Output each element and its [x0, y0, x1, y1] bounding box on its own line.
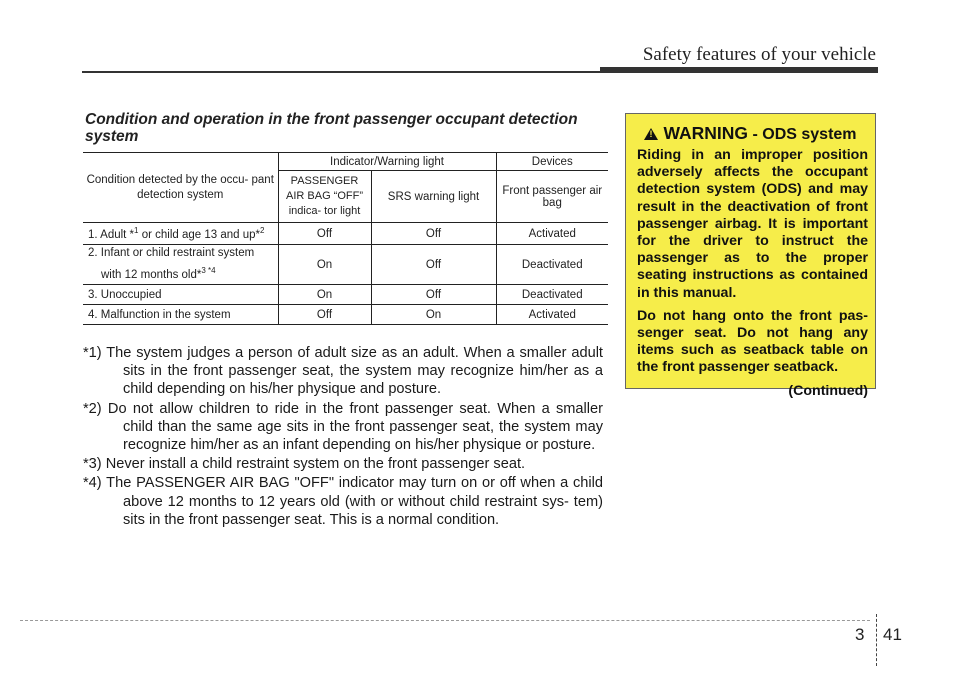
header-srs-light: SRS warning light	[371, 171, 496, 223]
row-condition: 1. Adult *$^1$ or child age 13 and up*$^2$	[83, 223, 278, 245]
occupant-detection-table	[83, 152, 608, 325]
warning-title: !WARNING - ODS system	[626, 123, 875, 144]
row-airbag: Deactivated	[496, 285, 608, 305]
table-row	[83, 285, 608, 305]
page-number-divider	[876, 614, 878, 666]
header-condition: Condition detected by the occu- pant detection system	[83, 153, 278, 223]
page-number: 41	[883, 625, 902, 644]
row-condition: 3. Unoccupied	[83, 285, 278, 305]
row-pab: On	[278, 245, 371, 285]
row-srs: Off	[371, 285, 496, 305]
warning-box	[625, 113, 876, 399]
header-devices: Devices	[496, 153, 608, 171]
footnote-1: *1) The system judges a person of adult size as an adult. When a smaller adult sits in the front passenger seat, the system may recognize him/her as a child depending on his/her physique and posture.	[83, 345, 603, 398]
row-pab: On	[278, 285, 371, 305]
row-srs: On	[371, 305, 496, 325]
row-srs: Off	[371, 223, 496, 245]
row-airbag: Activated	[496, 305, 608, 325]
header-front-airbag: Front passenger air bag	[496, 171, 608, 223]
warning-body	[637, 147, 868, 406]
footnote-3: *3) Never install a child restraint system on the front passenger seat.	[83, 456, 526, 473]
warning-triangle-icon	[644, 128, 658, 140]
footnote-2: *2) Do not allow children to ride in the front passenger seat. When a smaller child than the same age sits in the front passenger seat, the system may recognize him/her as an infant depending on his/her physique or posture.	[83, 400, 603, 454]
row-condition: 4. Malfunction in the system	[83, 305, 278, 325]
warning-continued: (Continued)	[788, 382, 868, 399]
header-rule-accent	[600, 67, 878, 73]
row-pab: Off	[278, 223, 371, 245]
row-srs: Off	[371, 245, 496, 285]
table-row	[83, 223, 608, 245]
footnotes	[83, 344, 603, 530]
warning-paragraph-1: Riding in an improper position adversely affects the occupant detection system (ODS) and may result in the deactivation of front passenger airbag. It is important for the driver to instruct the passenger as to the proper seating instructions as contained in this manual.	[637, 147, 868, 301]
chapter-number: 3	[855, 625, 865, 644]
footnote-4: *4) The PASSENGER AIR BAG "OFF" indicator may turn on or off when a child above 12 months to 12 years old (with or without child restraint sys- tem) sits in the front passenger seat. This is a normal condition.	[83, 475, 603, 528]
running-header: Safety features of your vehicle	[642, 44, 876, 65]
footer-rule	[20, 620, 870, 621]
section-heading: Condition and operation in the front passenger occupant detection system	[85, 111, 578, 145]
warning-paragraph-2: Do not hang onto the front pas- senger seat. Do not hang any items such as seatback table on the front passenger seatback.	[637, 307, 868, 376]
row-airbag: Deactivated	[496, 245, 608, 285]
table-row	[83, 305, 608, 325]
row-pab: Off	[278, 305, 371, 325]
row-condition: 2. Infant or child restraint system with 12 months old*$^3$ $^{*4}$	[83, 245, 278, 285]
table-row	[83, 245, 608, 285]
header-pab-indicator: PASSENGER AIR BAG “OFF” indica- tor light	[278, 171, 371, 223]
header-indicator-group: Indicator/Warning light	[278, 153, 496, 171]
row-airbag: Activated	[496, 223, 608, 245]
